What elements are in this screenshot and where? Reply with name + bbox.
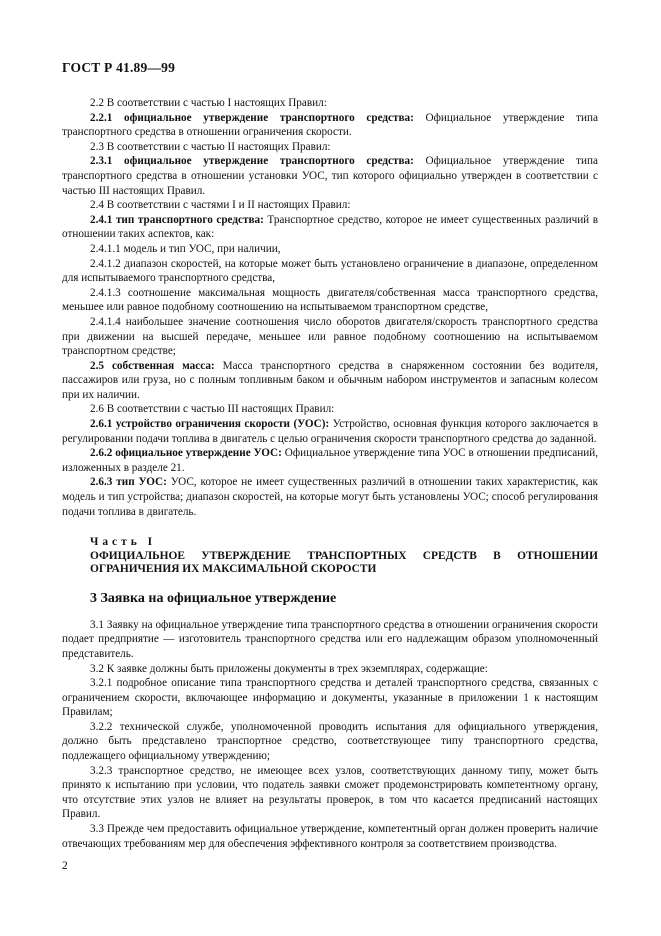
term: 2.3.1 официальное утверждение транспортного средства: — [90, 155, 414, 168]
paragraph-2-4: 2.4 В соответствии с частями I и II настоящих Правил: — [90, 199, 351, 212]
paragraph-3-2-1: 3.2.1 подробное описание типа транспортного средства и деталей транспортного средства, связанных с ограничением скорости, включающее информацию и документы, указанные в приложении 1 к настоящим Правилам; — [62, 677, 598, 719]
document-body — [62, 96, 598, 851]
part-label: Часть I — [90, 536, 157, 549]
paragraph-2-5: 2.5 собственная масса: Масса транспортного средства в снаряженном состоянии без водителя, пассажиров или груза, но с полным топливным баком и обычным набором инструментов и запасным колесом при их наличии. — [62, 359, 598, 401]
paragraph-2-4-1: 2.4.1 тип транспортного средства: Транспортное средство, которое не имеет существенных различий в отношении таких аспектов, как: — [62, 213, 599, 241]
part-heading — [90, 536, 598, 577]
paragraph-3-2-3: 3.2.3 транспортное средство, не имеющее всех узлов, соответствующих данному типу, может быть принято к испытанию при условии, что податель заявки сможет продемонстрировать компетентному органу, что отсутствие этих узлов не влияет на результаты проверок, в том что касается предписаний настоящих Правил. — [62, 764, 598, 821]
term: 2.6.2 официальное утверждение УОС: — [90, 447, 282, 460]
paragraph-2-4-1-1: 2.4.1.1 модель и тип УОС, при наличии, — [90, 242, 281, 255]
paragraph-2-4-1-3: 2.4.1.3 соотношение максимальная мощность двигателя/собственная масса транспортного средства, меньшее или равное подобному соотношению на испытываемом транспортном средстве, — [62, 286, 598, 314]
part-title: ОФИЦИАЛЬНОЕ УТВЕРЖДЕНИЕ ТРАНСПОРТНЫХ СРЕДСТВ В ОТНОШЕНИИ ОГРАНИЧЕНИЯ ИХ МАКСИМАЛЬНОЙ СКОРОСТИ — [90, 549, 598, 576]
paragraph-2-2-1: 2.2.1 официальное утверждение транспортного средства: Официальное утверждение типа транспортного средства в отношении ограничения скорости. — [62, 111, 598, 139]
paragraph-2-3: 2.3 В соответствии с частью II настоящих Правил: — [90, 140, 331, 153]
paragraph-2-4-1-4: 2.4.1.4 наибольшее значение соотношения число оборотов двигателя/скорость транспортного средства при движении на высшей передаче, меньшее или равное подобному соотношению на испытываемом транспортном средстве; — [62, 315, 598, 358]
section-title: 3 Заявка на официальное утверждение — [90, 590, 337, 606]
paragraph-2-6: 2.6 В соответствии с частью III настоящих Правил: — [90, 403, 335, 416]
document-code: ГОСТ Р 41.89—99 — [62, 60, 176, 75]
paragraph-3-2-2: 3.2.2 технической службе, уполномоченной проводить испытания для официального утверждения, должно быть представлено транспортное средство, соответствующее типу транспортного средства, подлежащего официальному утверждению; — [62, 720, 598, 763]
page-number: 2 — [62, 860, 68, 872]
term: 2.6.1 устройство ограничения скорости (УОС): — [90, 418, 330, 431]
paragraph-2-6-1: 2.6.1 устройство ограничения скорости (УОС): Устройство, основная функция которого заключается в регулировании подачи топлива в двигатель с целью ограничения скорости транспортного средства до заданной. — [62, 418, 598, 445]
paragraph-3-1: 3.1 Заявку на официальное утверждение типа транспортного средства в отношении ограничения скорости подает предприятие — изготовитель транспортного средства или его надлежащим образом уполномоченный представитель. — [62, 618, 598, 660]
paragraph-3-2: 3.2 К заявке должны быть приложены документы в трех экземплярах, содержащие: — [90, 662, 488, 675]
paragraph-3-3: 3.3 Прежде чем предоставить официальное утверждение, компетентный орган должен проверить наличие отвечающих требованиям мер для обеспечения эффективного контроля за соответствием производства. — [62, 823, 598, 850]
paragraph-2-6-2: 2.6.2 официальное утверждение УОС: Официальное утверждение типа УОС в отношении предписаний, изложенных в разделе 21. — [62, 447, 598, 474]
term: 2.5 собственная масса: — [90, 359, 215, 372]
paragraph-2-6-3: 2.6.3 тип УОС: УОС, которое не имеет существенных различий в отношении таких характеристик, как модель и тип устройства; диапазон скоростей, на которые могут быть установлены УОС; способ регулирования подачи топлива в двигатель. — [62, 476, 598, 518]
paragraph-2-4-1-2: 2.4.1.2 диапазон скоростей, на которые может быть установлено ограничение в диапазоне, определенном для испытываемого транспортного средства, — [62, 257, 598, 285]
term: 2.2.1 официальное утверждение транспортного средства: — [90, 111, 414, 124]
paragraph-2-3-1: 2.3.1 официальное утверждение транспортного средства: Официальное утверждение типа транспортного средства в отношении установки УОС, тип которого официально утвержден в соответствии с частью III настоящих Правил. — [62, 155, 598, 197]
term: 2.4.1 тип транспортного средства: — [90, 213, 264, 226]
paragraph-2-2: 2.2 В соответствии с частью I настоящих Правил: — [90, 97, 327, 109]
term: 2.6.3 тип УОС: — [90, 476, 167, 489]
